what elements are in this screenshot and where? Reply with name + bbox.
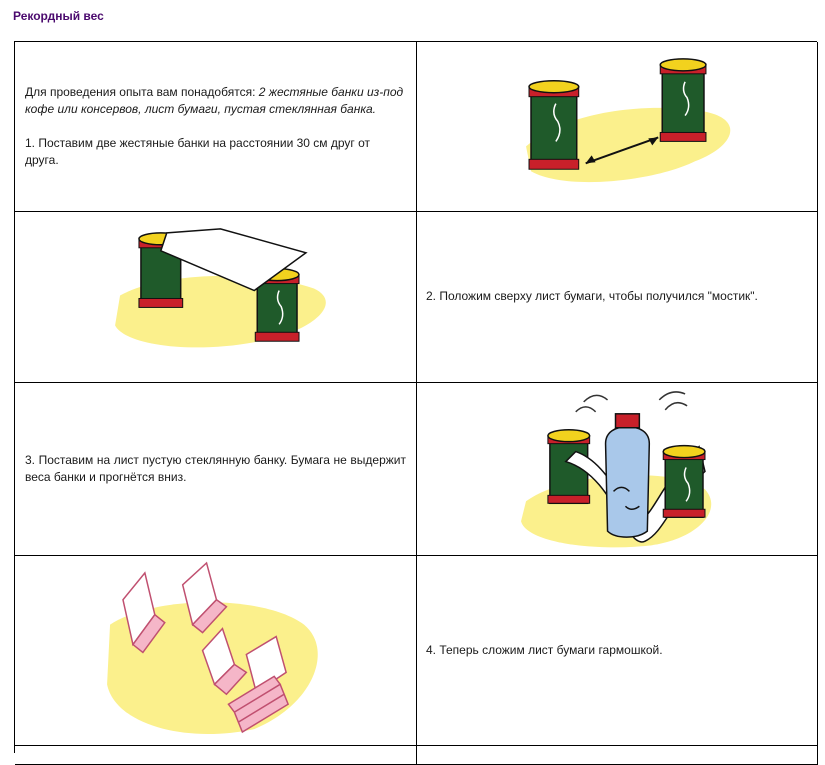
two-cans-illustration xyxy=(416,42,817,211)
tin-can-right xyxy=(663,446,705,518)
collapsing-bridge-illustration xyxy=(416,382,817,555)
step-1-text-cell xyxy=(15,42,417,212)
step-2-image-cell xyxy=(15,211,417,383)
folded-paper-illustration xyxy=(15,555,416,745)
tin-can-right xyxy=(660,59,706,142)
intro-lead: Для проведения опыта вам понадобятся: xyxy=(25,85,259,99)
step-4-image-cell xyxy=(15,555,417,746)
tin-can-left xyxy=(529,81,579,169)
step-1-image-cell xyxy=(416,42,818,212)
step-3-text-cell xyxy=(15,382,417,556)
step-1-text xyxy=(15,84,416,169)
step-3-description: 3. Поставим на лист пустую стеклянную банку. Бумага не выдержит веса банки и прогнётся вниз. xyxy=(25,452,406,484)
paper-bridge-illustration xyxy=(15,211,416,382)
page-title: Рекордный вес xyxy=(13,9,104,23)
step-5-left-cell xyxy=(15,745,417,765)
glass-bottle xyxy=(606,414,650,537)
step-1-description: 1. Поставим две жестяные банки на расстоянии 30 см друг от друга. xyxy=(25,136,371,167)
motion-lines xyxy=(576,392,687,412)
step-4-text-cell xyxy=(416,555,818,746)
step-5-right-cell xyxy=(416,745,818,765)
step-3-image-cell xyxy=(416,382,818,556)
intro-materials: 2 жестяные банки из-под кофе или консервов, лист бумаги, пустая стеклянная банка. xyxy=(25,85,404,116)
step-2-text-cell xyxy=(416,211,818,383)
step-4-description: 4. Теперь сложим лист бумаги гармошкой. xyxy=(426,642,663,657)
steps-table xyxy=(14,41,817,753)
step-2-description: 2. Положим сверху лист бумаги, чтобы получился "мостик". xyxy=(426,289,758,303)
